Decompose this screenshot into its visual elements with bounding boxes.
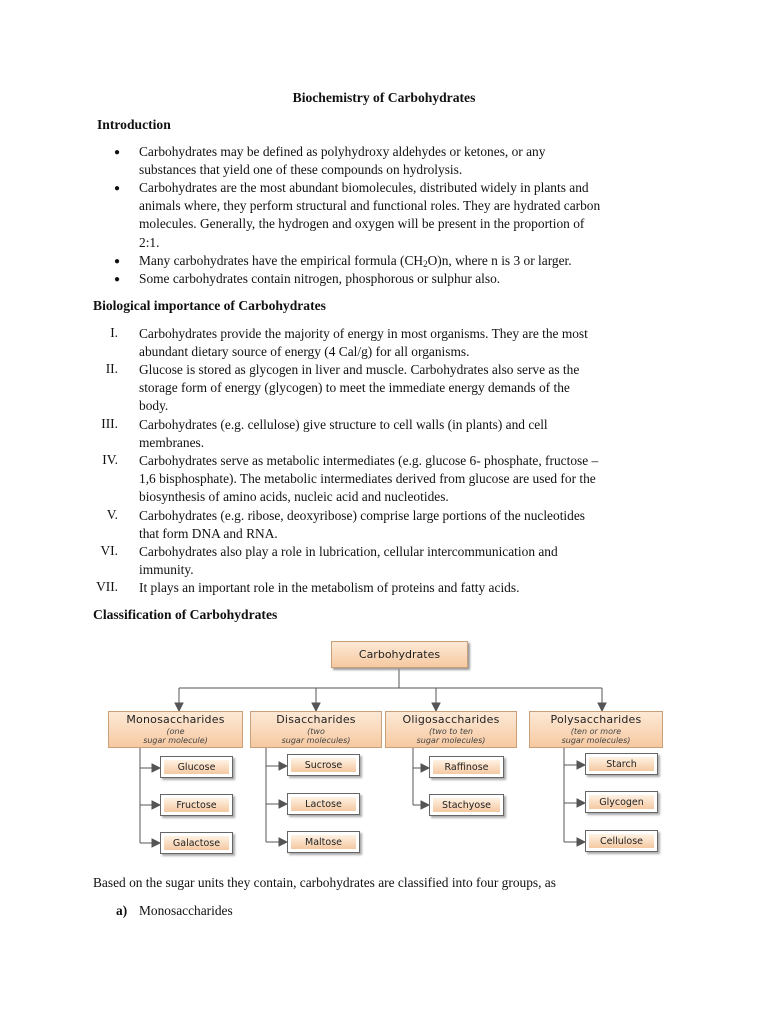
- list-numeral: IV.: [102, 452, 118, 467]
- category-name: Oligosaccharides: [402, 713, 500, 726]
- list-item: [139, 179, 674, 252]
- diagram-leaf-fructose: [160, 794, 233, 816]
- category-note: sugar molecules): [416, 736, 486, 745]
- text-line: Glucose is stored as glycogen in liver and muscle. Carbohydrates also serve as the: [139, 362, 580, 377]
- diagram-category-polysaccharides: [529, 711, 663, 748]
- list-item: [139, 507, 674, 543]
- leaf-label: Glucose: [164, 760, 229, 774]
- diagram-leaf-raffinose: [429, 756, 504, 778]
- diagram-leaf-cellulose: [585, 830, 658, 852]
- bullet-icon: ●: [114, 183, 121, 194]
- list-item: [139, 361, 674, 416]
- list-numeral: III.: [101, 416, 118, 431]
- classification-summary: Based on the sugar units they contain, carbohydrates are classified into four groups, as: [93, 875, 556, 890]
- leaf-label: Lactose: [291, 797, 356, 811]
- classification-heading: Classification of Carbohydrates: [93, 607, 278, 622]
- importance-heading: Biological importance of Carbohydrates: [93, 298, 326, 313]
- subscript: 2: [423, 259, 428, 269]
- leaf-label: Cellulose: [589, 834, 654, 848]
- list-item-monosaccharides: Monosaccharides: [139, 903, 233, 918]
- diagram-leaf-stachyose: [429, 794, 504, 816]
- text-line: molecules. Generally, the hydrogen and oxygen will be present in the proportion of: [139, 216, 585, 232]
- category-note: (two to ten: [429, 727, 473, 736]
- text-line: Many carbohydrates have the empirical formula (CH: [139, 253, 424, 268]
- text-line: Carbohydrates provide the majority of energy in most organisms. They are the most: [139, 326, 588, 341]
- category-note: (two: [307, 727, 325, 736]
- text-line: Carbohydrates are the most abundant biomolecules, distributed widely in plants and: [139, 180, 589, 195]
- diagram-leaf-sucrose: [287, 754, 360, 776]
- diagram-leaf-glycogen: [585, 791, 658, 813]
- category-name: Polysaccharides: [550, 713, 642, 726]
- intro-heading: Introduction: [97, 117, 171, 132]
- text-line: Carbohydrates serve as metabolic intermediates (e.g. glucose 6- phosphate, fructose –: [139, 453, 599, 468]
- text-line: body.: [139, 398, 169, 414]
- text-line: storage form of energy (glycogen) to meet the immediate energy demands of the: [139, 380, 570, 396]
- bullet-icon: ●: [114, 147, 121, 158]
- category-note: (one: [166, 727, 185, 736]
- list-item: [139, 143, 674, 179]
- list-item: [139, 543, 674, 579]
- leaf-label: Raffinose: [433, 760, 500, 774]
- text-line: substances that yield one of these compounds on hydrolysis.: [139, 162, 463, 178]
- leaf-label: Fructose: [164, 798, 229, 812]
- text-line: 2:1.: [139, 234, 160, 250]
- list-numeral: VI.: [100, 543, 118, 558]
- leaf-label: Stachyose: [433, 798, 500, 812]
- text-line: animals where, they perform structural and functional roles. They are hydrated carbon: [139, 198, 601, 214]
- diagram-leaf-galactose: [160, 832, 233, 854]
- diagram-leaf-glucose: [160, 756, 233, 778]
- leaf-label: Starch: [589, 757, 654, 771]
- list-item: [139, 579, 674, 597]
- text-line: Carbohydrates may be defined as polyhydroxy aldehydes or ketones, or any: [139, 144, 546, 159]
- text-line: It plays an important role in the metabolism of proteins and fatty acids.: [139, 580, 520, 595]
- list-item: [139, 270, 674, 288]
- list-numeral: II.: [105, 361, 118, 376]
- leaf-label: Sucrose: [291, 758, 356, 772]
- list-numeral: VII.: [96, 579, 118, 594]
- list-item: [139, 325, 674, 361]
- leaf-label: Galactose: [164, 836, 229, 850]
- text-line: O)n, where n is 3 or larger.: [427, 253, 572, 268]
- text-line: abundant dietary source of energy (4 Cal/g) for all organisms.: [139, 344, 470, 360]
- category-note: sugar molecules): [561, 736, 631, 745]
- diagram-category-monosaccharides: [108, 711, 243, 748]
- text-line: immunity.: [139, 562, 194, 578]
- list-item: [139, 452, 674, 507]
- category-note: sugar molecule): [143, 736, 208, 745]
- leaf-label: Maltose: [291, 835, 356, 849]
- diagram-leaf-maltose: [287, 831, 360, 853]
- page-title: Biochemistry of Carbohydrates: [292, 90, 476, 105]
- list-label: a): [116, 903, 128, 918]
- text-line: biosynthesis of amino acids, nucleic acid and nucleotides.: [139, 489, 449, 505]
- text-line: 1,6 bisphosphate). The metabolic intermediates derived from glucose are used for the: [139, 471, 596, 487]
- category-note: sugar molecules): [281, 736, 351, 745]
- text-line: Some carbohydrates contain nitrogen, phosphorous or sulphur also.: [139, 271, 501, 286]
- bullet-icon: ●: [114, 274, 121, 285]
- diagram-root-node: Carbohydrates: [331, 641, 468, 668]
- diagram-category-oligosaccharides: [385, 711, 517, 748]
- text-line: membranes.: [139, 435, 205, 451]
- diagram-category-disaccharides: [250, 711, 382, 748]
- text-line: Carbohydrates also play a role in lubrication, cellular intercommunication and: [139, 544, 558, 559]
- category-note: (ten or more: [570, 727, 622, 736]
- list-item: [139, 416, 674, 452]
- text-line: Carbohydrates (e.g. ribose, deoxyribose) comprise large portions of the nucleotides: [139, 508, 585, 523]
- diagram-leaf-starch: [585, 753, 658, 775]
- diagram-leaf-lactose: [287, 793, 360, 815]
- text-line: Carbohydrates (e.g. cellulose) give structure to cell walls (in plants) and cell: [139, 417, 548, 432]
- category-name: Monosaccharides: [126, 713, 225, 726]
- leaf-label: Glycogen: [589, 795, 654, 809]
- bullet-icon: ●: [114, 256, 121, 267]
- list-numeral: V.: [106, 507, 118, 522]
- list-numeral: I.: [110, 325, 118, 340]
- text-line: that form DNA and RNA.: [139, 526, 278, 542]
- category-name: Disaccharides: [276, 713, 356, 726]
